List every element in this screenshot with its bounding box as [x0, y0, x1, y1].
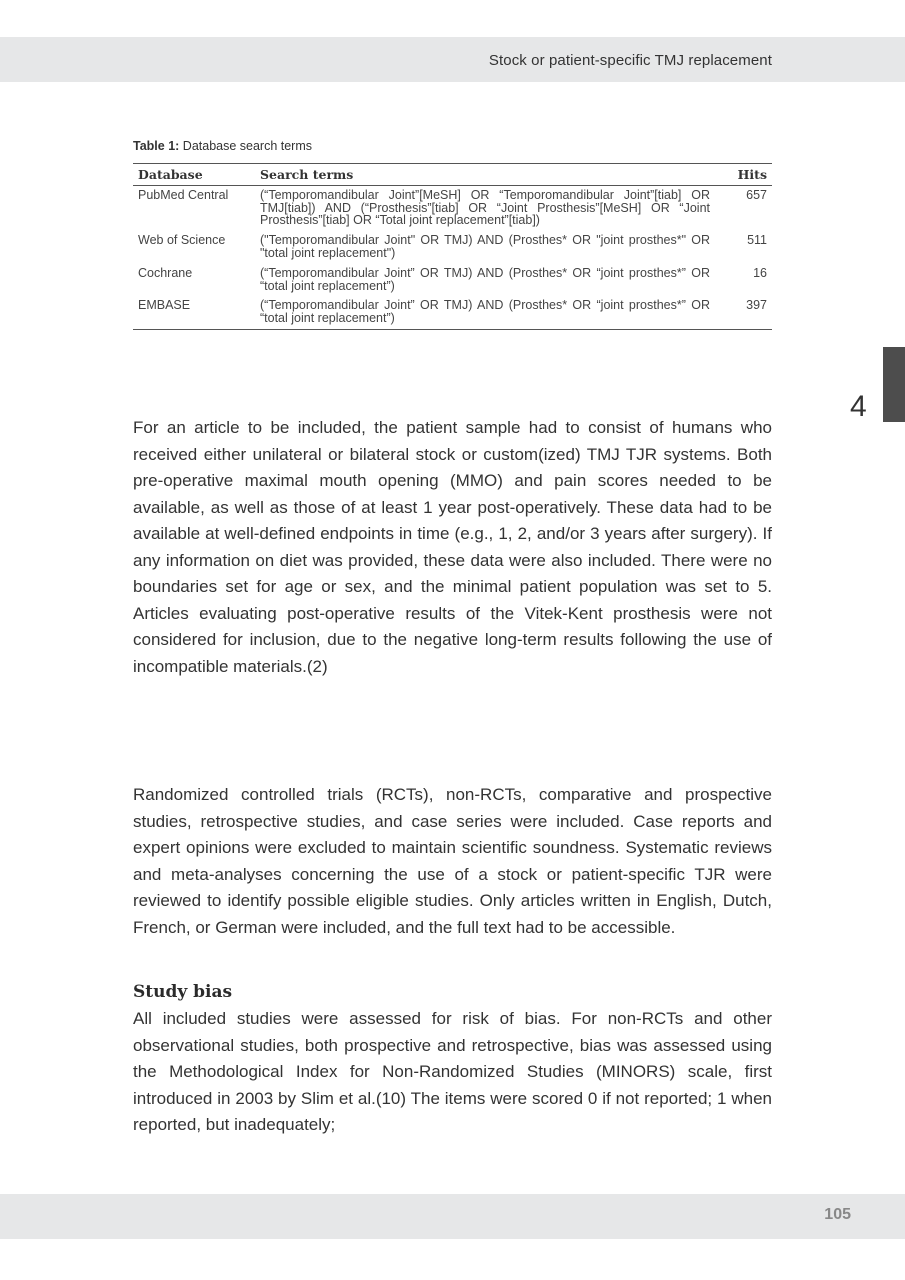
paragraph-inclusion-criteria: For an article to be included, the patient sample had to consist of humans who received either unilateral or bilateral stock or custom(ized) TMJ TJR systems. Both pre-operative maximal mouth opening (MMO) and pain scores needed to be available, as well as those of at least 1 year post-operatively. These data had to be available at well-defined endpoints in time (e.g., 1, 2, and/or 3 years after surgery). If any information on diet was provided, these data were also included. There were no boundaries set for age or sex, and the minimal patient population was set to 5. Articles evaluating post-operative results of the Vitek-Kent prosthesis were not considered for inclusion, due to the negative long-term results following the use of incompatible materials.(2)	[133, 418, 772, 676]
paragraph-study-bias: All included studies were assessed for risk of bias. For non-RCTs and other observational studies, both prospective and retrospective, bias was assessed using the Methodological Index for Non-Randomized Studies (MINORS) scale, first introduced in 2003 by Slim et al.(10) The items were scored 0 if not reported; 1 when reported, but inadequately;	[133, 1009, 772, 1134]
table-caption-label: Table 1:	[133, 139, 180, 153]
table-row	[133, 296, 772, 329]
header-search-terms: Search terms	[255, 164, 732, 186]
cell-search-terms: (“Temporomandibular Joint” OR TMJ) AND (Prosthes* OR “joint prosthes*” OR “total joint replacement”)	[260, 265, 710, 293]
cell-search-terms: (“Temporomandibular Joint”[MeSH] OR “Temporomandibular Joint”[tiab] OR TMJ[tiab]) AND (“Prosthesis”[tiab] OR “Joint Prosthesis”[MeSH] OR “Joint Prosthesis”[tiab] OR “Total joint replacement”[tiab])	[260, 187, 710, 228]
table-caption-text: Database search terms	[179, 139, 313, 153]
table-header-row	[133, 164, 772, 186]
cell-database: EMBASE	[138, 298, 191, 313]
cell-hits: 511	[747, 233, 767, 248]
table-row	[133, 264, 772, 297]
table-caption	[133, 139, 312, 153]
cell-database: Cochrane	[138, 265, 193, 280]
header-hits: Hits	[732, 164, 772, 186]
header-database: Database	[133, 164, 255, 186]
chapter-tab	[883, 347, 905, 422]
paragraph-study-types: Randomized controlled trials (RCTs), non-RCTs, comparative and prospective studies, retrospective studies, and case series were included. Case reports and expert opinions were excluded to maintain scientific soundness. Systematic reviews and meta-analyses concerning the use of a stock or patient-specific TJR were reviewed to identify possible eligible studies. Only articles written in English, Dutch, French, or German were included, and the full text had to be accessible.	[133, 785, 772, 937]
cell-search-terms: (“Temporomandibular Joint” OR TMJ) AND (Prosthes* OR “joint prosthes*” OR “total joint replacement”)	[260, 298, 710, 326]
cell-database: Web of Science	[138, 233, 226, 248]
chapter-number: 4	[850, 390, 867, 423]
running-title: Stock or patient-specific TMJ replacement	[488, 52, 772, 69]
cell-database: PubMed Central	[138, 187, 229, 202]
table-row	[133, 185, 772, 231]
cell-hits: 657	[746, 187, 767, 202]
cell-search-terms: ("Temporomandibular Joint" OR TMJ) AND (Prosthes* OR "joint prosthes*" OR "total joint replacement")	[260, 233, 710, 260]
cell-hits: 16	[753, 265, 767, 280]
table-row	[133, 231, 772, 264]
section-heading-study-bias: Study bias	[133, 982, 233, 1002]
page-number: 105	[824, 1206, 851, 1223]
search-terms-table	[133, 163, 772, 330]
cell-hits: 397	[746, 298, 767, 313]
footer-band	[0, 1194, 905, 1239]
